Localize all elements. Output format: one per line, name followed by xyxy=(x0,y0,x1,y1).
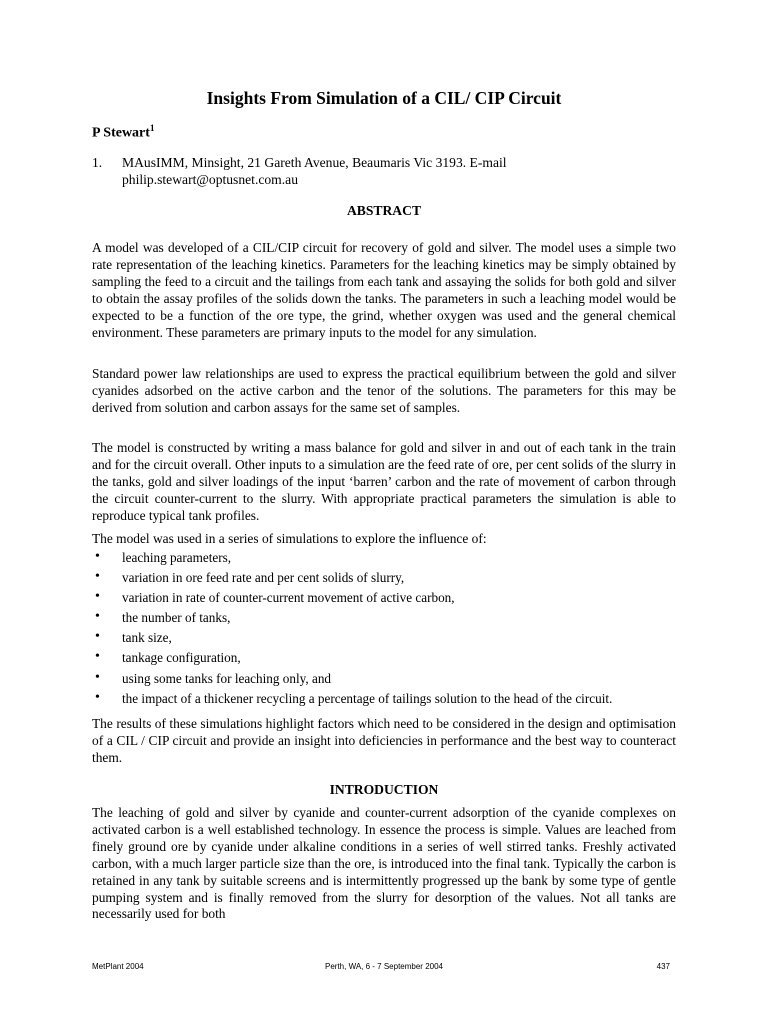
closing-paragraph: The results of these simulations highlight factors which need to be considered in the design and optimisation of a CIL / CIP circuit and provide an insight into deficiencies in performance and the best way to counteract them. xyxy=(92,716,676,765)
list-item: • leaching parameters, xyxy=(92,550,676,570)
list-item: • variation in ore feed rate and per cent solids of slurry, xyxy=(92,570,676,590)
list-item: • tank size, xyxy=(92,630,676,650)
author-line xyxy=(92,123,154,142)
footer-location-date: Perth, WA, 6 - 7 September 2004 xyxy=(325,962,443,971)
abstract-paragraph: The model was used in a series of simulations to explore the influence of: xyxy=(92,531,487,546)
introduction-paragraph: The leaching of gold and silver by cyanide and counter-current adsorption of the cyanide complexes on activated carbon is a well established technology. In essence the process is simple. Values are leached from finely ground ore by cyanide under alkaline conditions in a series of well stirred tanks. Freshly activated carbon, with a much larger particle size than the ore, is introduced into the final tank. Typically the carbon is retained in any tank by suitable screens and is intermittently progressed up the bank by some type of gentle pumping system and is finally removed from the slurry for desorption of the values. Not all tanks are necessarily used for both xyxy=(92,805,676,922)
author-name: P Stewart xyxy=(92,125,150,141)
abstract-heading: ABSTRACT xyxy=(346,203,422,218)
introduction-heading: INTRODUCTION xyxy=(329,782,439,797)
abstract-paragraph: The model is constructed by writing a mass balance for gold and silver in and out of each tank in the train and for the circuit overall. Other inputs to a simulation are the feed rate of ore, per cent solids of the slurry in the tanks, gold and silver loadings of the input ‘barren’ carbon and the rate of movement of carbon through the circuit counter-current to the slurry. With appropriate practical parameters the simulation is able to reproduce typical tank profiles. xyxy=(92,440,676,523)
list-item: • variation in rate of counter-current movement of active carbon, xyxy=(92,590,676,610)
list-item: • the impact of a thickener recycling a percentage of tailings solution to the head of the circuit. xyxy=(92,691,676,711)
footer-conference: MetPlant 2004 xyxy=(92,962,144,971)
page-number: 437 xyxy=(656,962,670,971)
page-footer xyxy=(92,962,676,976)
author-superscript: 1 xyxy=(149,123,155,133)
paper-title: Insights From Simulation of a CIL/ CIP Circuit xyxy=(206,88,562,108)
list-item: • tankage configuration, xyxy=(92,650,676,670)
list-item: • the number of tanks, xyxy=(92,610,676,630)
list-item: • using some tanks for leaching only, and xyxy=(92,671,676,691)
abstract-paragraph: Standard power law relationships are used to express the practical equilibrium between the gold and silver cyanides adsorbed on the active carbon and the tenor of the solutions. The parameters for this may be derived from solution and carbon assays for the same set of samples. xyxy=(92,366,676,415)
affiliation-number: 1. xyxy=(92,155,103,170)
abstract-paragraph: A model was developed of a CIL/CIP circuit for recovery of gold and silver. The model uses a simple two rate representation of the leaching kinetics. Parameters for the leaching kinetics may be simply obtained by sampling the feed to a circuit and the tailings from each tank and assaying the solids for both gold and silver to obtain the assay profiles of the solids down the tanks. The parameters in such a leaching model would be expected to be a function of the ore type, the grind, whether oxygen was used and the general chemical environment. These parameters are primary inputs to the model for any simulation. xyxy=(92,240,676,340)
affiliation-text: MAusIMM, Minsight, 21 Gareth Avenue, Beaumaris Vic 3193. E-mail philip.stewart@optusnet.com.au xyxy=(122,155,507,187)
bullet-list xyxy=(92,550,676,711)
